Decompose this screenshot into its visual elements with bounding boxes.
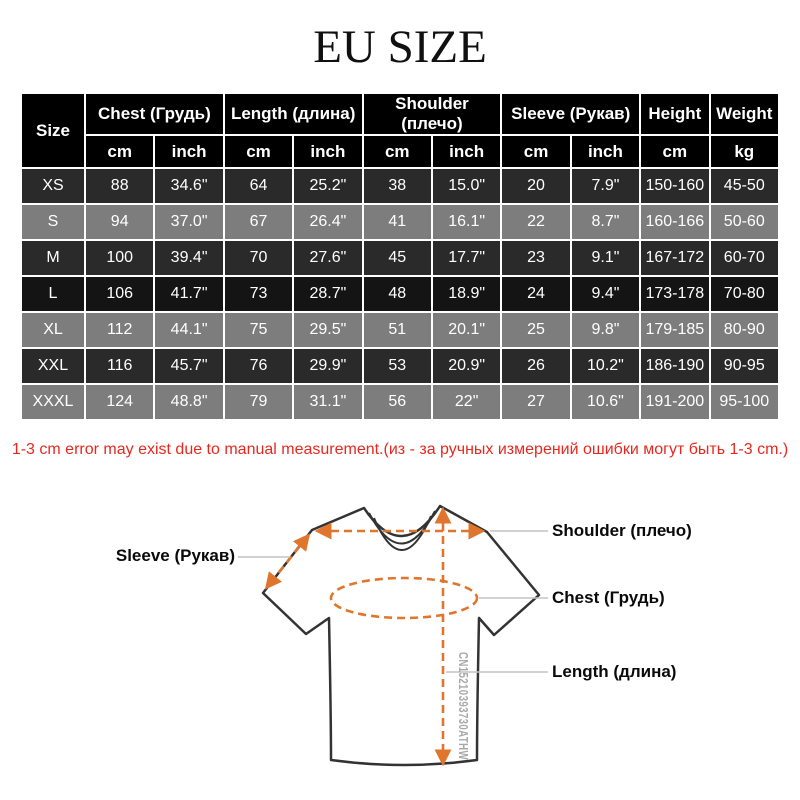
table-cell: 150-160 [640, 168, 709, 204]
watermark-text: CN15210393730ATHW [456, 652, 470, 792]
size-column-header: Size [21, 93, 85, 168]
table-cell: 20.9" [432, 348, 501, 384]
label-shoulder: Shoulder (плечо) [552, 521, 692, 540]
size-label-cell: L [21, 276, 85, 312]
table-cell: 191-200 [640, 384, 709, 420]
table-cell: 67 [224, 204, 293, 240]
size-label-cell: M [21, 240, 85, 276]
table-cell: 51 [363, 312, 432, 348]
table-cell: 173-178 [640, 276, 709, 312]
table-cell: 94 [85, 204, 154, 240]
table-cell: 44.1" [154, 312, 223, 348]
table-unit-row [21, 135, 779, 168]
table-cell: 45 [363, 240, 432, 276]
table-cell: 18.9" [432, 276, 501, 312]
table-cell: 25.2" [293, 168, 362, 204]
table-header-row [21, 93, 779, 135]
table-cell: 64 [224, 168, 293, 204]
table-cell: 10.6" [571, 384, 640, 420]
table-cell: 90-95 [710, 348, 779, 384]
table-cell: 70-80 [710, 276, 779, 312]
size-row-xs [21, 168, 779, 204]
table-cell: 41 [363, 204, 432, 240]
table-cell: 41.7" [154, 276, 223, 312]
unit-header: cm [224, 135, 293, 168]
table-cell: 75 [224, 312, 293, 348]
table-cell: 38 [363, 168, 432, 204]
table-cell: 95-100 [710, 384, 779, 420]
table-cell: 73 [224, 276, 293, 312]
unit-header: kg [710, 135, 779, 168]
table-cell: 20.1" [432, 312, 501, 348]
column-group-header: Sleeve (Рукав) [501, 93, 640, 135]
size-row-s [21, 204, 779, 240]
table-cell: 112 [85, 312, 154, 348]
table-cell: 167-172 [640, 240, 709, 276]
table-cell: 26.4" [293, 204, 362, 240]
size-row-l [21, 276, 779, 312]
unit-header: cm [501, 135, 570, 168]
table-cell: 76 [224, 348, 293, 384]
size-label-cell: XXXL [21, 384, 85, 420]
table-cell: 9.1" [571, 240, 640, 276]
unit-header: cm [363, 135, 432, 168]
page-title: EU SIZE [313, 21, 487, 73]
table-cell: 116 [85, 348, 154, 384]
table-cell: 34.6" [154, 168, 223, 204]
table-cell: 20 [501, 168, 570, 204]
unit-header: inch [154, 135, 223, 168]
unit-header: cm [640, 135, 709, 168]
table-cell: 15.0" [432, 168, 501, 204]
table-cell: 26 [501, 348, 570, 384]
table-cell: 17.7" [432, 240, 501, 276]
column-group-header: Height [640, 93, 709, 135]
table-cell: 124 [85, 384, 154, 420]
column-group-header: Chest (Грудь) [85, 93, 224, 135]
table-cell: 79 [224, 384, 293, 420]
label-sleeve: Sleeve (Рукав) [115, 546, 235, 565]
table-cell: 80-90 [710, 312, 779, 348]
unit-header: inch [293, 135, 362, 168]
unit-header: inch [571, 135, 640, 168]
table-cell: 50-60 [710, 204, 779, 240]
table-cell: 179-185 [640, 312, 709, 348]
size-row-xxl [21, 348, 779, 384]
table-cell: 9.4" [571, 276, 640, 312]
table-cell: 39.4" [154, 240, 223, 276]
table-cell: 53 [363, 348, 432, 384]
tshirt-outline-drawing [263, 506, 539, 792]
label-chest: Chest (Грудь) [552, 588, 665, 607]
table-cell: 25 [501, 312, 570, 348]
table-cell: 100 [85, 240, 154, 276]
table-cell: 8.7" [571, 204, 640, 240]
table-cell: 22" [432, 384, 501, 420]
table-cell: 186-190 [640, 348, 709, 384]
table-cell: 106 [85, 276, 154, 312]
table-cell: 48 [363, 276, 432, 312]
table-cell: 88 [85, 168, 154, 204]
label-length: Length (длина) [552, 662, 677, 681]
table-cell: 31.1" [293, 384, 362, 420]
table-cell: 29.5" [293, 312, 362, 348]
column-group-header: Weight [710, 93, 779, 135]
size-row-xl [21, 312, 779, 348]
table-cell: 24 [501, 276, 570, 312]
table-cell: 9.8" [571, 312, 640, 348]
table-cell: 22 [501, 204, 570, 240]
table-cell: 7.9" [571, 168, 640, 204]
table-cell: 23 [501, 240, 570, 276]
table-cell: 70 [224, 240, 293, 276]
unit-header: inch [432, 135, 501, 168]
size-label-cell: XS [21, 168, 85, 204]
size-label-cell: S [21, 204, 85, 240]
measurement-note: 1-3 cm error may exist due to manual measurement.(из - за ручных измерений ошибки могут быть 1-3 cm.) [11, 441, 789, 458]
table-cell: 27.6" [293, 240, 362, 276]
table-cell: 28.7" [293, 276, 362, 312]
table-cell: 16.1" [432, 204, 501, 240]
column-group-header: Shoulder (плечо) [363, 93, 502, 135]
table-cell: 60-70 [710, 240, 779, 276]
unit-header: cm [85, 135, 154, 168]
table-cell: 48.8" [154, 384, 223, 420]
table-cell: 160-166 [640, 204, 709, 240]
table-cell: 56 [363, 384, 432, 420]
table-cell: 45.7" [154, 348, 223, 384]
size-row-m [21, 240, 779, 276]
size-table [20, 92, 780, 421]
table-cell: 29.9" [293, 348, 362, 384]
size-label-cell: XXL [21, 348, 85, 384]
table-cell: 27 [501, 384, 570, 420]
size-label-cell: XL [21, 312, 85, 348]
column-group-header: Length (длина) [224, 93, 363, 135]
table-cell: 37.0" [154, 204, 223, 240]
size-row-xxxl [21, 384, 779, 420]
table-cell: 45-50 [710, 168, 779, 204]
table-cell: 10.2" [571, 348, 640, 384]
